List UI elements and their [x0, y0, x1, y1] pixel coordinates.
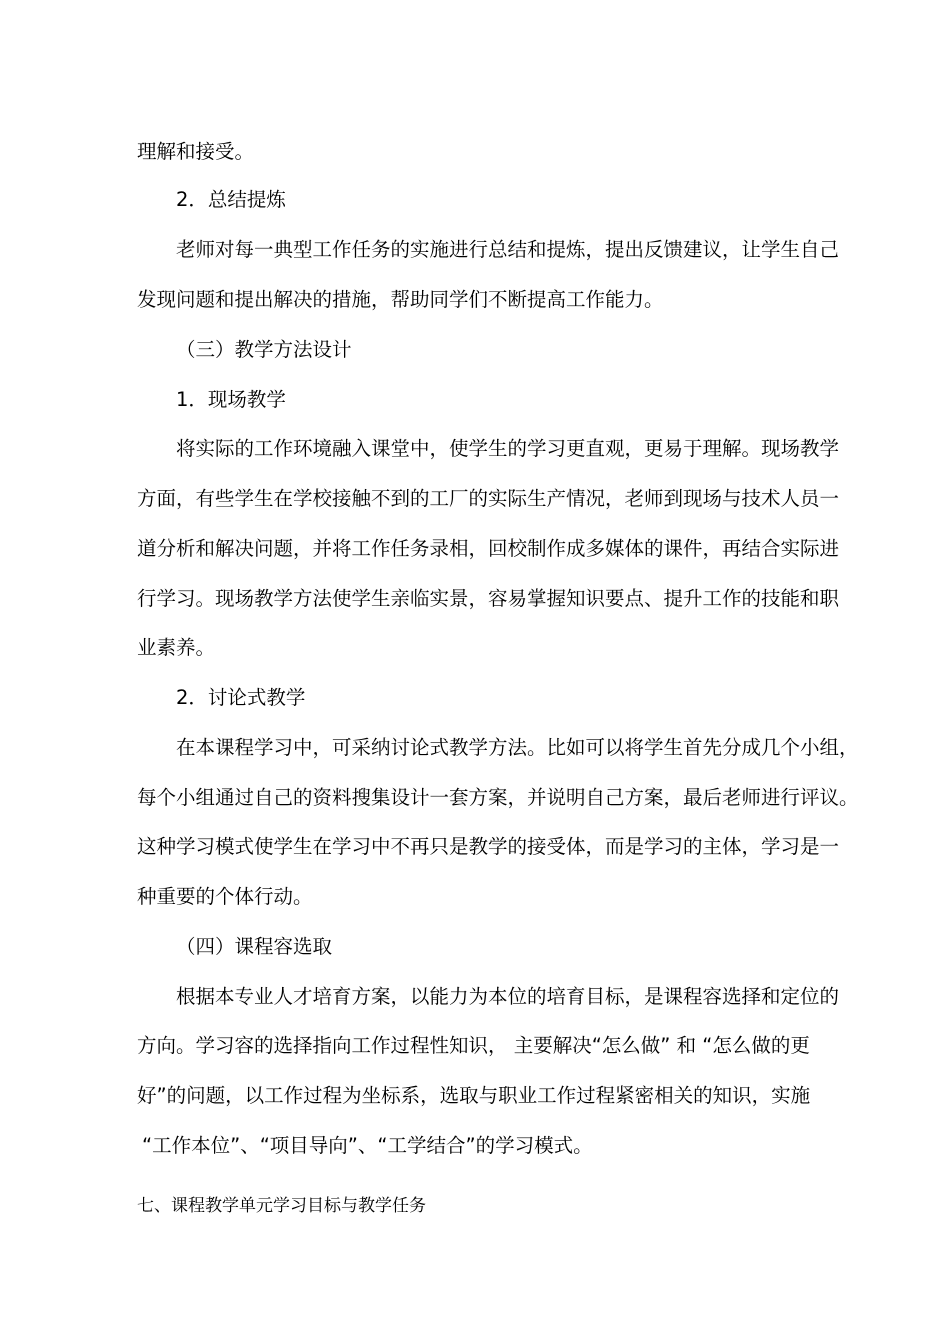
- paragraph-line: 在本课程学习中，可采纳讨论式教学方法。比如可以将学生首先分成几个小组，: [176, 736, 859, 759]
- paragraph-line: 好”的问题，以工作过程为坐标系，选取与职业工作过程紧密相关的知识，实施: [137, 1084, 811, 1107]
- paragraph-line: 发现问题和提出解决的措施，帮助同学们不断提高工作能力。: [137, 288, 664, 311]
- subsection-heading: 1．现场教学: [176, 388, 286, 411]
- paragraph-line: 每个小组通过自己的资料搜集设计一套方案，并说明自己方案，最后老师进行评议。: [137, 786, 859, 809]
- paragraph-line: 老师对每一典型工作任务的实施进行总结和提炼，提出反馈建议，让学生自己: [176, 238, 840, 261]
- paragraph-line: 根据本专业人才培育方案，以能力为本位的培育目标，是课程容选择和定位的: [176, 985, 840, 1008]
- paragraph-line: 业素养。: [137, 636, 216, 659]
- paragraph-line: 方面，有些学生在学校接触不到的工厂的实际生产情况，老师到现场与技术人员一: [137, 487, 840, 510]
- paragraph-line: 将实际的工作环境融入课堂中，使学生的学习更直观，更易于理解。现场教学: [176, 437, 840, 460]
- section-heading: （四）课程容选取: [176, 935, 333, 958]
- subsection-heading: 2．总结提炼: [176, 188, 286, 211]
- section-heading: （三）教学方法设计: [176, 338, 352, 361]
- paragraph-line: 种重要的个体行动。: [137, 885, 313, 908]
- paragraph-line: 这种学习模式使学生在学习中不再只是教学的接受体，而是学习的主体，学习是一: [137, 835, 840, 858]
- body-text-line: 理解和接受。: [137, 140, 255, 163]
- subsection-heading: 2．讨论式教学: [176, 686, 306, 709]
- chapter-heading: 七、课程教学单元学习目标与教学任务: [137, 1196, 426, 1216]
- paragraph-line: 方向。学习容的选择指向工作过程性知识， 主要解决“怎么做” 和 “怎么做的更: [137, 1034, 810, 1057]
- paragraph-line: 行学习。现场教学方法使学生亲临实景，容易掌握知识要点、提升工作的技能和职: [137, 587, 840, 610]
- paragraph-line: “工作本位”、“项目导向”、“工学结合”的学习模式。: [142, 1134, 593, 1157]
- paragraph-line: 道分析和解决问题，并将工作任务录相，回校制作成多媒体的课件，再结合实际进: [137, 537, 840, 560]
